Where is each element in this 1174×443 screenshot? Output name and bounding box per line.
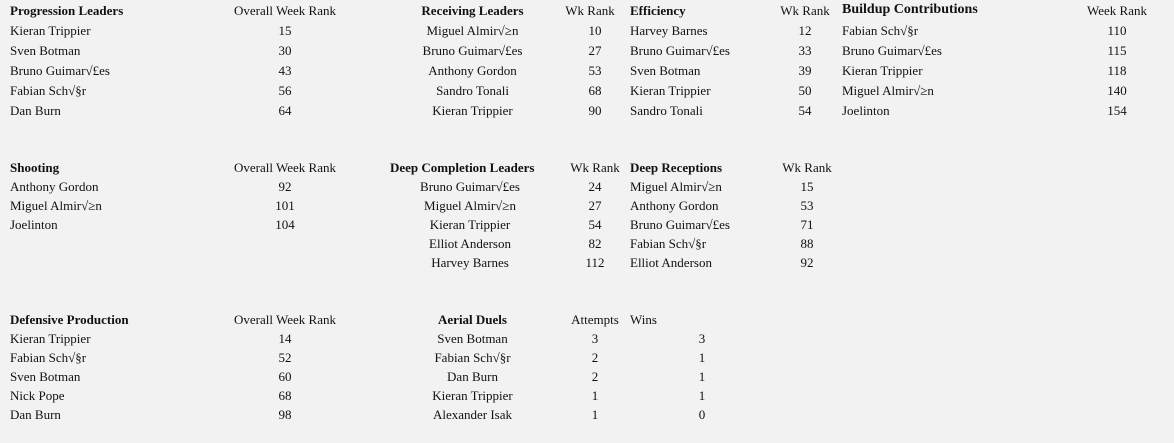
player-name: Sven Botman [10, 369, 81, 384]
wins-value: 0 [698, 407, 706, 422]
player-name: Kieran Trippier [842, 63, 923, 78]
column-header-wins: Wins [630, 312, 657, 327]
rank-value: 10 [588, 23, 602, 38]
column-header: Overall Week Rank [234, 312, 336, 327]
rank-value: 54 [798, 103, 812, 118]
player-name: Sandro Tonali [630, 103, 703, 118]
player-name: Joelinton [10, 217, 58, 232]
rank-value: 104 [275, 217, 295, 232]
player-name: Dan Burn [447, 369, 498, 384]
rank-value: 27 [588, 198, 602, 213]
wins-value: 1 [698, 388, 706, 403]
rank-value: 30 [278, 43, 292, 58]
section-title: Defensive Production [10, 312, 129, 327]
player-name: Bruno Guimar√£es [630, 43, 730, 58]
player-name: Sven Botman [630, 63, 701, 78]
wins-value: 3 [698, 331, 706, 346]
rank-value: 112 [585, 255, 605, 270]
player-name: Joelinton [842, 103, 890, 118]
rank-value: 52 [278, 350, 292, 365]
rank-value: 27 [588, 43, 602, 58]
player-name: Bruno Guimar√£es [420, 179, 520, 194]
rank-value: 12 [798, 23, 812, 38]
rank-value: 64 [278, 103, 292, 118]
column-header: Wk Rank [570, 160, 620, 175]
wins-value: 1 [698, 350, 706, 365]
player-name: Miguel Almir√≥n [10, 198, 102, 213]
section-title: Deep Receptions [630, 160, 723, 175]
rank-value: 24 [588, 179, 602, 194]
player-name: Kieran Trippier [10, 331, 91, 346]
attempts-value: 1 [591, 388, 599, 403]
player-name: Anthony Gordon [428, 63, 517, 78]
player-name: Fabian Sch√§r [10, 83, 87, 98]
player-name: Harvey Barnes [431, 255, 509, 270]
wins-value: 1 [698, 369, 706, 384]
column-header: Wk Rank [565, 3, 615, 18]
player-name: Miguel Almir√≥n [842, 83, 934, 98]
rank-value: 68 [588, 83, 602, 98]
player-name: Alexander Isak [432, 407, 513, 422]
rank-value: 82 [588, 236, 602, 251]
rank-value: 53 [588, 63, 602, 78]
player-name: Sven Botman [437, 331, 508, 346]
rank-value: 98 [278, 407, 292, 422]
rank-value: 110 [1107, 23, 1127, 38]
player-name: Elliot Anderson [630, 255, 712, 270]
rank-value: 54 [588, 217, 602, 232]
player-name: Harvey Barnes [630, 23, 708, 38]
player-name: Nick Pope [10, 388, 65, 403]
rank-value: 14 [278, 331, 292, 346]
rank-value: 60 [278, 369, 292, 384]
player-name: Sven Botman [10, 43, 81, 58]
player-name: Dan Burn [10, 407, 61, 422]
player-name: Kieran Trippier [432, 388, 513, 403]
rank-value: 53 [800, 198, 814, 213]
rank-value: 39 [798, 63, 812, 78]
section-title: Receiving Leaders [421, 3, 524, 18]
attempts-value: 2 [591, 350, 599, 365]
column-header: Wk Rank [782, 160, 832, 175]
section-title: Deep Completion Leaders [390, 160, 535, 175]
rank-value: 56 [278, 83, 292, 98]
column-header-attempts: Attempts [571, 312, 619, 327]
section-title: Progression Leaders [10, 3, 124, 18]
section-title: Buildup Contributions [842, 2, 978, 17]
rank-value: 43 [278, 63, 292, 78]
player-name: Bruno Guimar√£es [422, 43, 523, 58]
rank-value: 154 [1107, 103, 1127, 118]
player-name: Bruno Guimar√£es [630, 217, 730, 232]
rank-value: 115 [1107, 43, 1127, 58]
player-name: Fabian Sch√§r [842, 23, 919, 38]
rank-value: 71 [800, 217, 814, 232]
attempts-value: 1 [591, 407, 599, 422]
rank-value: 15 [278, 23, 292, 38]
player-name: Fabian Sch√§r [630, 236, 707, 251]
section-title: Shooting [10, 160, 60, 175]
player-name: Elliot Anderson [429, 236, 511, 251]
column-header: Week Rank [1087, 3, 1147, 18]
rank-value: 88 [800, 236, 814, 251]
rank-value: 50 [798, 83, 812, 98]
player-name: Miguel Almir√≥n [424, 198, 516, 213]
player-name: Dan Burn [10, 103, 61, 118]
player-name: Kieran Trippier [10, 23, 91, 38]
player-name: Miguel Almir√≥n [630, 179, 722, 194]
rank-value: 101 [275, 198, 295, 213]
column-header: Wk Rank [780, 3, 830, 18]
attempts-value: 2 [591, 369, 599, 384]
player-name: Fabian Sch√§r [434, 350, 511, 365]
player-name: Kieran Trippier [432, 103, 513, 118]
rank-value: 92 [278, 179, 292, 194]
player-name: Anthony Gordon [630, 198, 719, 213]
player-name: Fabian Sch√§r [10, 350, 87, 365]
section-title: Efficiency [630, 3, 686, 18]
section-title: Aerial Duels [438, 312, 507, 327]
player-name: Bruno Guimar√£es [842, 43, 942, 58]
rank-value: 68 [278, 388, 292, 403]
rank-value: 33 [798, 43, 812, 58]
attempts-value: 3 [591, 331, 599, 346]
column-header: Overall Week Rank [234, 160, 336, 175]
player-name: Miguel Almir√≥n [426, 23, 519, 38]
column-header: Overall Week Rank [234, 3, 336, 18]
rank-value: 90 [588, 103, 602, 118]
rank-value: 15 [800, 179, 814, 194]
rank-value: 140 [1107, 83, 1127, 98]
player-name: Sandro Tonali [436, 83, 509, 98]
player-name: Kieran Trippier [630, 83, 711, 98]
player-name: Kieran Trippier [429, 217, 511, 232]
rank-value: 118 [1107, 63, 1127, 78]
player-name: Bruno Guimar√£es [10, 63, 110, 78]
rank-value: 92 [800, 255, 814, 270]
player-name: Anthony Gordon [10, 179, 99, 194]
